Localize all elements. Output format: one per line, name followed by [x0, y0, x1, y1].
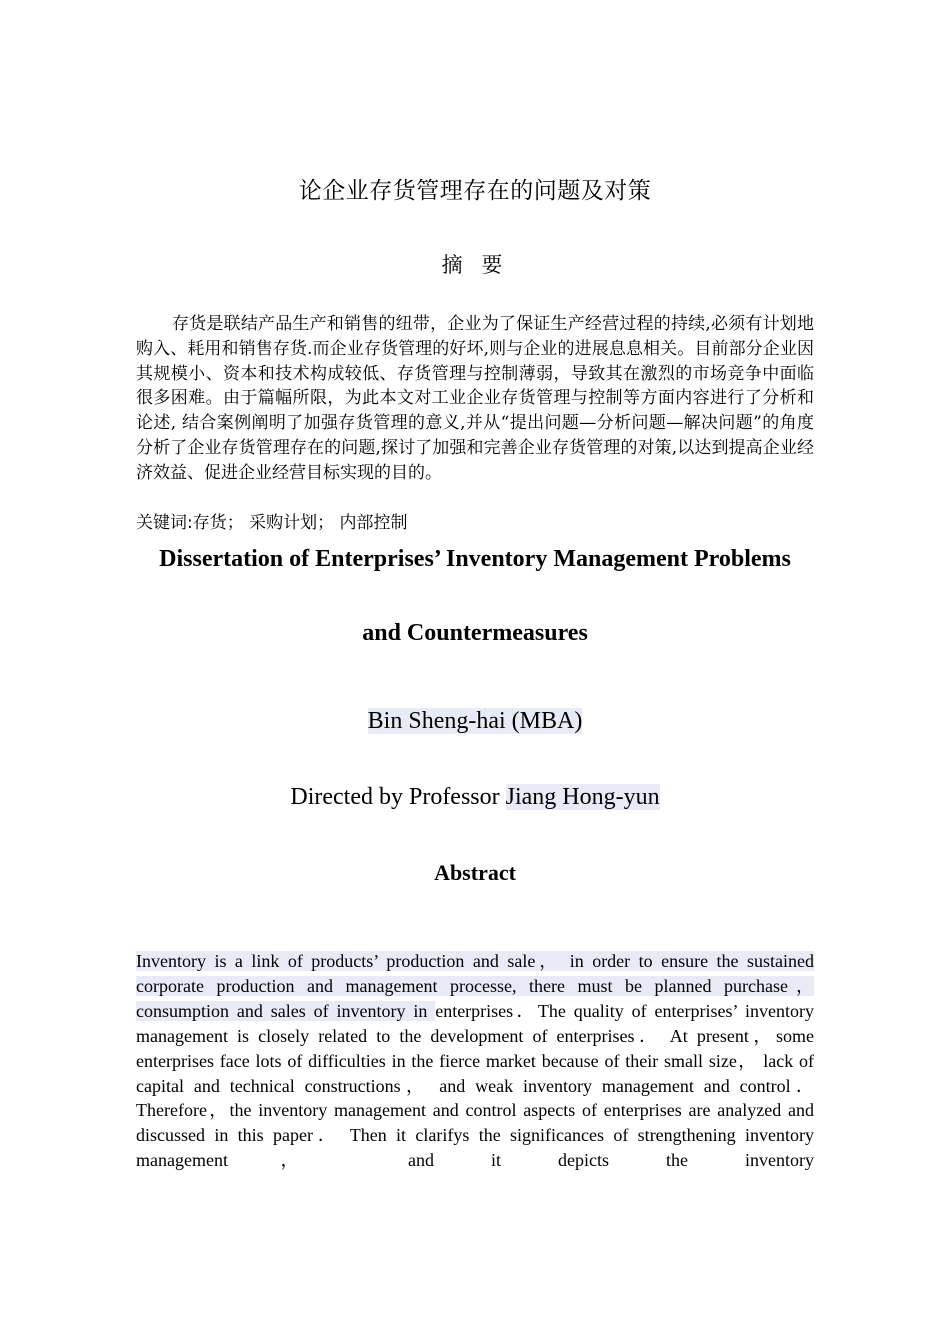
english-abstract-body	[136, 949, 814, 1173]
keywords-label: 关键词:	[136, 513, 193, 533]
english-abstract-rest: enterprises．The quality of enterprises’ inventory management is closely related to the development of enterprises． At present，some enterprises face lots of difficulties in the fierce market because of their small size， lack of capital and technical constructions， and weak inventory management and control．Therefore，the inventory management and control aspects of enterprises are analyzed and discussed in this paper． Then it clarifys the significances of strengthening inventory management， and it depicts the inventory	[136, 1000, 814, 1171]
author-name: Bin Sheng-hai (MBA)	[367, 708, 583, 734]
chinese-title: 论企业存货管理存在的问题及对策	[298, 178, 652, 204]
director-name: Jiang Hong-yun	[505, 784, 660, 810]
english-abstract-heading: Abstract	[434, 860, 516, 885]
author-line	[136, 708, 814, 735]
chinese-abstract-body: 存货是联结产品生产和销售的纽带，企业为了保证生产经营过程的持续,必须有计划地购入、耗用和销售存货.而企业存货管理的好坏,则与企业的进展息息相关。目前部分企业因其规模小、资本和技术构成较低、存货管理与控制薄弱，导致其在激烈的市场竞争中面临很多困难。由于篇幅所限，为此本文对工业企业存货管理与控制等方面内容进行了分析和论述, 结合案例阐明了加强存货管理的意义,并从“提出问题—分析问题—解决问题”的角度分析了企业存货管理存在的问题,探讨了加强和完善企业存货管理的对策,以达到提高企业经济效益、促进企业经营目标实现的目的。	[136, 314, 814, 483]
director-prefix: Directed by Professor	[290, 784, 506, 810]
director-line	[136, 784, 814, 811]
english-title-line-2: and Countermeasures	[362, 620, 588, 646]
chinese-keywords	[136, 511, 814, 535]
english-abstract-highlighted: Inventory is a link of products’ production and sale， in order to ensure the sustained corporate production and management processe, there must be planned purchase， consumption and sales of inventory in	[136, 951, 814, 1021]
chinese-abstract-heading: 摘 要	[441, 253, 509, 277]
english-title-line-1: Dissertation of Enterprises’ Inventory Management Problems	[159, 546, 791, 572]
keywords-values: 存货； 采购计划； 内部控制	[192, 513, 408, 533]
